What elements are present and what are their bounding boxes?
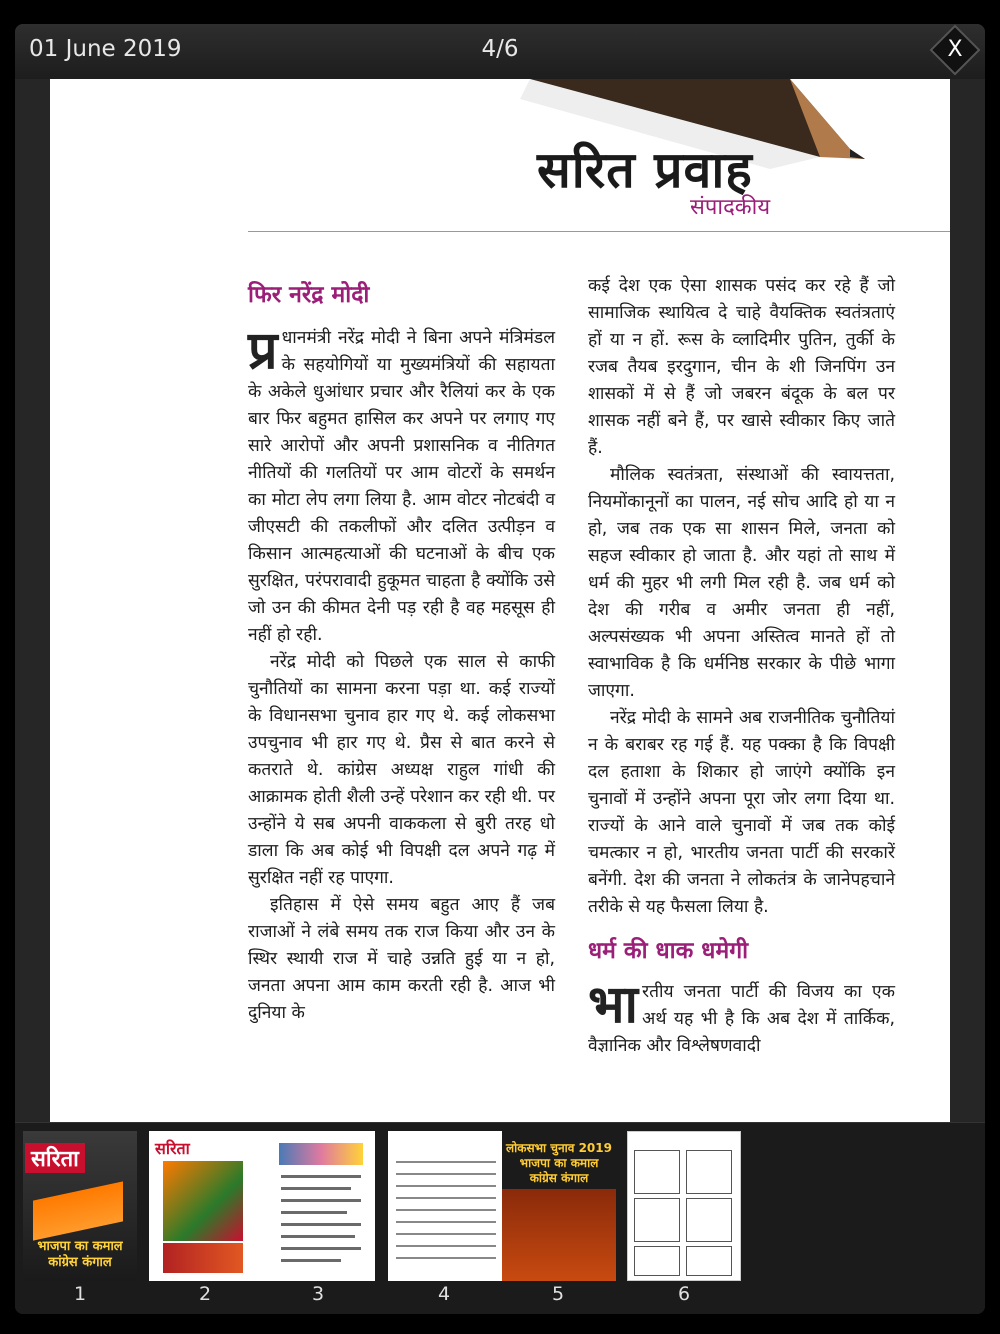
thumbnail-spread-2-3[interactable]	[149, 1131, 375, 1281]
thumbnail-label: 1	[73, 1283, 87, 1305]
spread-title: लोकसभा चुनाव 2019 भाजपा का कमाल कांग्रेस कंगाल	[506, 1141, 612, 1185]
article-column-right	[588, 273, 895, 1060]
text-line	[396, 1257, 496, 1259]
cover-logo: सरिता	[25, 1143, 85, 1173]
text-line	[281, 1211, 347, 1214]
top-toolbar	[15, 24, 985, 79]
spread-logo: सरिता	[155, 1139, 190, 1158]
flag-image	[33, 1181, 123, 1240]
text-line	[281, 1175, 361, 1178]
masthead-subtitle: संपादकीय	[690, 195, 771, 220]
article-paragraph: मौलिक स्वतंत्रता, संस्थाओं की स्वायत्तता, नियमोंकानूनों का पालन, नई सोच आदि हो या न हो, जब तक एक सा शासन मिले, जनता को सहज स्वीकार हो जाता है. और यहां तो साथ में धर्म की मुहर भी लगी मिल रही है. जब धर्म को देश की गरीब व अमीर जनता ही नहीं, अल्पसंख्यक भी अपना अस्तित्व मानते हों तो स्वाभाविक है कि धर्मनिष्ठ सरकार के पीछे भागा जाएगा.	[588, 465, 895, 701]
drop-cap: प्र	[248, 320, 278, 381]
thumbnail-spread-4-5[interactable]	[388, 1131, 616, 1281]
article-paragraph: नरेंद्र मोदी को पिछले एक साल से काफी चुनौतियों का सामना करना पड़ा था. कई राज्यों के विधानसभा चुनाव हार गए थे. कई लोकसभा उपचुनाव भी हार गए थे. प्रैस से बात करने से कतराते थे. कांग्रेस अध्यक्ष राहुल गांधी की आक्रामक होती शैली उन्हें परेशान कर रही थी. पर उन्होंने ये सब अपनी वाककला से बुरी तरह धो डाला कि अब कोई भी विपक्षी दल अपने गढ़ में सुरक्षित नहीं रह पाएगा.	[248, 652, 555, 888]
spread-photo	[279, 1143, 363, 1165]
thumbnail-label: 3	[311, 1283, 325, 1305]
comic-panel	[634, 1198, 680, 1242]
text-line	[281, 1199, 361, 1202]
page-indicator: 4/6	[481, 36, 519, 62]
reader-window	[15, 24, 985, 1314]
article-paragraph: इतिहास में ऐसे समय बहुत आए हैं जब राजाओं ने लंबे समय तक राज किया और उन के स्थिर स्थायी राज में चाहे उन्नति हुई या न हो, जनता अपना आम काम करती रही है. आज भी दुनिया के	[248, 895, 555, 1023]
thumbnail-page-1[interactable]	[23, 1131, 137, 1281]
text-line	[396, 1233, 496, 1235]
text-line	[281, 1259, 341, 1262]
close-icon: X	[947, 37, 963, 62]
cover-caption: भाजपा का कमाल कांग्रेस कंगाल	[37, 1239, 123, 1270]
article-subheading: धर्म की धाक धमेगी	[588, 938, 749, 964]
text-line	[396, 1245, 496, 1247]
comic-panel	[634, 1150, 680, 1194]
thumbnail-label: 6	[677, 1283, 691, 1305]
spread-photo	[163, 1161, 243, 1241]
comic-panel	[686, 1198, 732, 1242]
thumbnail-label: 2	[198, 1283, 212, 1305]
spread-photo	[163, 1243, 243, 1273]
thumbnail-label: 4	[437, 1283, 451, 1305]
article-paragraph: नरेंद्र मोदी के सामने अब राजनीतिक चुनौतियां न के बराबर रह गई हैं. यह पक्का है कि विपक्षी दल हताशा के शिकार हो जाएंगे क्योंकि इन चुनावों में उन्होंने अपना पूरा जोर लगा दिया था. राज्यों के आने वाले चुनावों में जब तक कोई चमत्कार न हो, भारतीय जनता पार्टी की सरकारें बनेंगी. देश की जनता ने लोकतंत्र के जानेपहचाने तरीके से यह फैसला लिया है.	[588, 708, 895, 917]
text-line	[396, 1173, 496, 1175]
drop-cap: भा	[588, 974, 639, 1035]
paragraph-text: धानमंत्री नरेंद्र मोदी ने बिना अपने मंत्रिमंडल के सहयोगियों या मुख्यमंत्रियों की सहायता के अकेले धुआंधार प्रचार और रैलियां कर के एक बार फिर बहुमत हासिल कर अपने पर लगाए गए सारे आरोपों और अपनी प्रशासनिक व नीतिगत नीतियों की गलतियों पर आम वोटरों के समर्थन का मोटा लेप लगा लिया है. आम वोटर नोटबंदी व जीएसटी की तकलीफों और दलित उत्पीड़न व किसान आत्महत्याओं की घटनाओं के बीच एक सुरक्षित, परंपरावादी हुकूमत चाहता है क्योंकि उसे जो उन की कीमत देनी पड़ रही है वह महसूस ही नहीं हो रही.	[248, 328, 555, 645]
thumbnail-label: 5	[551, 1283, 565, 1305]
text-line	[281, 1187, 351, 1190]
issue-date: 01 June 2019	[29, 36, 182, 62]
magazine-page[interactable]	[50, 79, 950, 1122]
text-line	[396, 1209, 496, 1211]
thumbnail-page-6[interactable]	[627, 1131, 741, 1281]
page-thumbnail-strip	[15, 1122, 985, 1314]
paragraph-text: रतीय जनता पार्टी की विजय का एक अर्थ यह भी है कि अब देश में तार्किक, वैज्ञानिक और विश्लेषणवादी	[588, 982, 895, 1056]
article-paragraph: कई देश एक ऐसा शासक पसंद कर रहे हैं जो सामाजिक स्थायित्व दे चाहे वैयक्तिक स्वतंत्रताएं हों या न हों. रूस के व्लादिमीर पुतिन, तुर्की के रजब तैयब इरदुगान, चीन के शी जिनपिंग उन शासकों में से हैं जो जबरन बंदूक के बल पर शासक नहीं बने हैं, पर खासे स्वीकार किए जाते हैं.	[588, 276, 895, 458]
text-line	[281, 1247, 361, 1250]
article-paragraph	[588, 974, 895, 1060]
text-line	[281, 1223, 361, 1226]
masthead-title: सरित प्रवाह	[537, 140, 753, 199]
comic-panel	[634, 1246, 680, 1276]
comic-panel	[686, 1150, 732, 1194]
text-line	[281, 1235, 355, 1238]
text-line	[396, 1221, 496, 1223]
text-line	[396, 1197, 496, 1199]
text-line	[396, 1185, 496, 1187]
article-column-left	[248, 279, 555, 1027]
article-paragraph	[248, 320, 555, 649]
close-button[interactable]	[930, 25, 981, 76]
header-divider	[248, 231, 950, 232]
article-heading: फिर नरेंद्र मोदी	[248, 282, 370, 308]
comic-panel	[686, 1246, 732, 1276]
text-line	[396, 1161, 496, 1163]
